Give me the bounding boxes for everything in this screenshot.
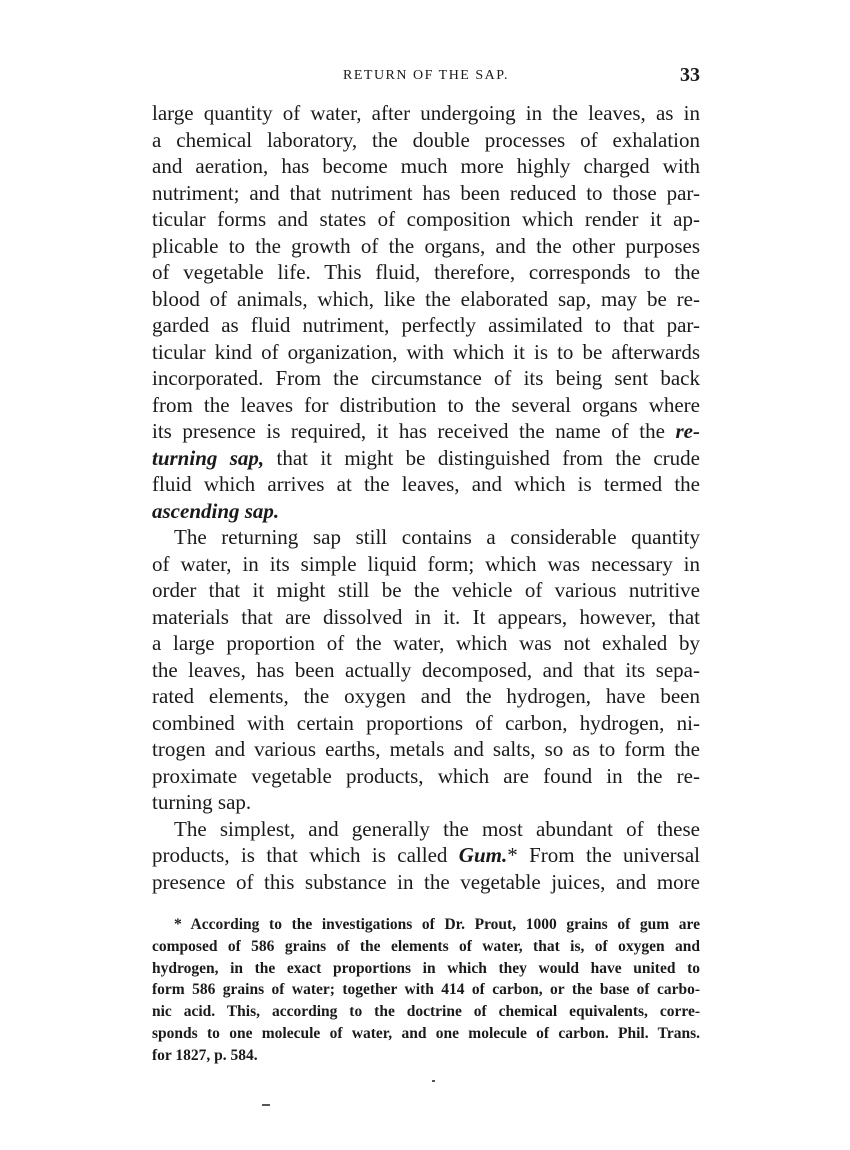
text-line: of vegetable life. This fluid, therefore, corresponds to the [152, 260, 700, 284]
footnote-line: for 1827, p. 584. [152, 1046, 258, 1064]
text-line: turning sap. [152, 790, 252, 814]
body-text [152, 100, 700, 895]
footnote-line: hydrogen, in the exact proportions in which they would have united to [152, 959, 700, 977]
text-line: The returning sap still contains a considerable quantity [174, 525, 700, 549]
text-line: materials that are dissolved in it. It appears, however, that [152, 604, 700, 629]
text-line: its presence is required, it has received the name of the re- [152, 419, 700, 443]
footnote-line: sponds to one molecule of water, and one molecule of carbon. Phil. Trans. [152, 1024, 700, 1042]
text-line: nutriment; and that nutriment has been reduced to those par- [152, 180, 700, 205]
text-line: a chemical laboratory, the double processes of exhalation [152, 127, 700, 152]
footnote [152, 914, 700, 1067]
text-line: trogen and various earths, metals and salts, so as to form the [152, 737, 700, 761]
text-line: from the leaves for distribution to the several organs where [152, 392, 700, 417]
text-line: the leaves, has been actually decomposed, and that its sepa- [152, 657, 700, 682]
text-line: order that it might still be the vehicle of various nutritive [152, 578, 700, 602]
text-line: garded as fluid nutriment, perfectly assimilated to that par- [152, 313, 700, 337]
text-line: rated elements, the oxygen and the hydrogen, have been [152, 684, 700, 708]
footnote-line: * According to the investigations of Dr. Prout, 1000 grains of gum are [174, 916, 700, 933]
italic-term: re- [675, 419, 700, 443]
running-title: RETURN OF THE SAP. [343, 68, 509, 83]
text-line: ticular kind of organization, with which it is to be afterwards [152, 339, 700, 364]
text-line: of water, in its simple liquid form; which was necessary in [152, 551, 700, 576]
text-line: large quantity of water, after undergoing in the leaves, as in [152, 101, 700, 125]
text-line: proximate vegetable products, which are found in the re- [152, 763, 700, 788]
text-line: presence of this substance in the vegetable juices, and more [152, 869, 700, 894]
text-line: incorporated. From the circumstance of its being sent back [152, 366, 700, 390]
footnote-line: nic acid. This, according to the doctrine of chemical equivalents, corre- [152, 1003, 700, 1021]
text-line: products, is that which is called Gum.* From the universal [152, 843, 700, 867]
text-line: ticular forms and states of composition which render it ap- [152, 207, 700, 231]
page-number: 33 [680, 64, 700, 86]
text-line: and aeration, has become much more highly charged with [152, 154, 700, 178]
print-speck [432, 1080, 435, 1082]
text-line: combined with certain proportions of carbon, hydrogen, ni- [152, 710, 700, 735]
running-head [152, 64, 700, 90]
italic-term: ascending sap. [152, 498, 280, 523]
text-line: a large proportion of the water, which was not exhaled by [152, 631, 700, 655]
text-line: turning sap, that it might be distinguished from the crude [152, 445, 700, 470]
footnote-line: composed of 586 grains of the elements of water, that is, of oxygen and [152, 937, 700, 955]
italic-term: turning sap, [152, 445, 265, 470]
text-line: blood of animals, which, like the elaborated sap, may be re- [152, 286, 700, 311]
italic-term: Gum. [458, 843, 508, 867]
text-line: The simplest, and generally the most abundant of these [174, 816, 700, 841]
text-line: plicable to the growth of the organs, and the other purposes [152, 233, 700, 258]
text-line [152, 498, 700, 525]
print-speck [262, 1104, 270, 1106]
footnote-line: form 586 grains of water; together with 414 of carbon, or the base of carbo- [152, 981, 700, 999]
text-line: fluid which arrives at the leaves, and which is termed the [152, 472, 700, 496]
